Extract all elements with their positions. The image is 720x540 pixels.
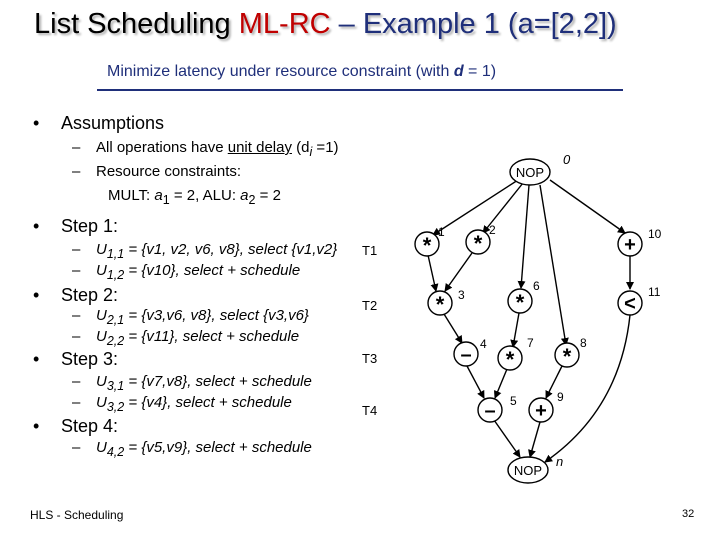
edge-11-n [545, 315, 630, 462]
op-node-index: 6 [533, 279, 540, 293]
sink-node [508, 454, 563, 483]
op-node-index: 8 [580, 336, 587, 350]
title-part1: List Scheduling [34, 8, 239, 40]
op-node-symbol: * [515, 290, 525, 315]
op-node-v6 [508, 279, 540, 315]
op-node-symbol: < [624, 293, 636, 315]
edge-7-5 [495, 369, 507, 398]
op-node-index: 3 [458, 288, 465, 302]
edge-5-n [494, 420, 520, 457]
op-node-symbol: * [435, 292, 445, 317]
edge-3-4 [444, 314, 462, 343]
edge-6-7 [513, 313, 519, 347]
op-node-symbol: * [562, 344, 572, 369]
sink-node-index: n [556, 454, 564, 469]
subtitle-var: d [453, 63, 464, 80]
op-node-symbol: + [535, 400, 547, 422]
title-highlight: ML-RC [238, 8, 331, 40]
op-node-symbol: * [473, 231, 483, 256]
op-node-v3 [428, 288, 465, 317]
op-node-v2 [466, 223, 496, 256]
subtitle-text2: = 1) [463, 63, 497, 80]
op-node-v10 [618, 227, 662, 256]
op-node-symbol: – [460, 344, 472, 366]
op-node-v4 [454, 337, 487, 366]
graph-edges [428, 180, 630, 462]
op-node-symbol: * [422, 233, 432, 258]
time-label-t1: T1 [362, 243, 378, 258]
op-node-index: 10 [648, 227, 662, 241]
assumption-line-3: MULT: $a_1 = 2$, ALU: $a_2 = 2$ [108, 187, 281, 207]
time-label-t3: T3 [362, 351, 378, 366]
op-node-index: 4 [480, 337, 487, 351]
op-node-v9 [529, 390, 564, 422]
bullet-dot: • [33, 113, 40, 133]
bullet-label: Assumptions [61, 113, 165, 133]
edge-0-6 [521, 185, 529, 288]
operation-nodes [415, 223, 662, 422]
edge-1-3 [428, 255, 436, 291]
subtitle-text1: Minimize latency under resource constraint (with [107, 63, 454, 80]
op-node-v11 [618, 285, 661, 315]
edge-4-5 [467, 366, 484, 398]
edge-0-10 [550, 180, 625, 233]
edge-0-1 [433, 180, 518, 235]
op-node-index: 11 [648, 285, 661, 299]
op-node-index: 7 [527, 336, 534, 350]
op-node-v7 [498, 336, 534, 372]
time-label-t2: T2 [362, 298, 378, 313]
op-node-v8 [555, 336, 587, 369]
op-node-index: 1 [438, 225, 445, 239]
op-node-v5 [478, 394, 517, 422]
source-node-label: NOP [515, 165, 545, 180]
page-number: 32 [682, 508, 695, 520]
source-node-index: 0 [563, 152, 571, 167]
op-node-v1 [415, 225, 445, 258]
op-node-index: 2 [489, 223, 496, 237]
op-node-index: 9 [557, 390, 564, 404]
time-label-t4: T4 [362, 403, 378, 418]
op-node-index: 5 [510, 394, 517, 408]
op-node-symbol: + [624, 234, 636, 256]
op-node-symbol: – [484, 400, 496, 422]
op-node-symbol: * [505, 347, 515, 372]
source-node [510, 152, 571, 185]
edge-0-8 [540, 185, 566, 345]
edge-9-n [530, 422, 540, 457]
footer-label: HLS - Scheduling [30, 508, 124, 522]
sink-node-label: NOP [513, 463, 543, 478]
title-part2: – Example 1 (a=[2,2]) [330, 8, 617, 40]
edge-2-3 [445, 253, 472, 291]
